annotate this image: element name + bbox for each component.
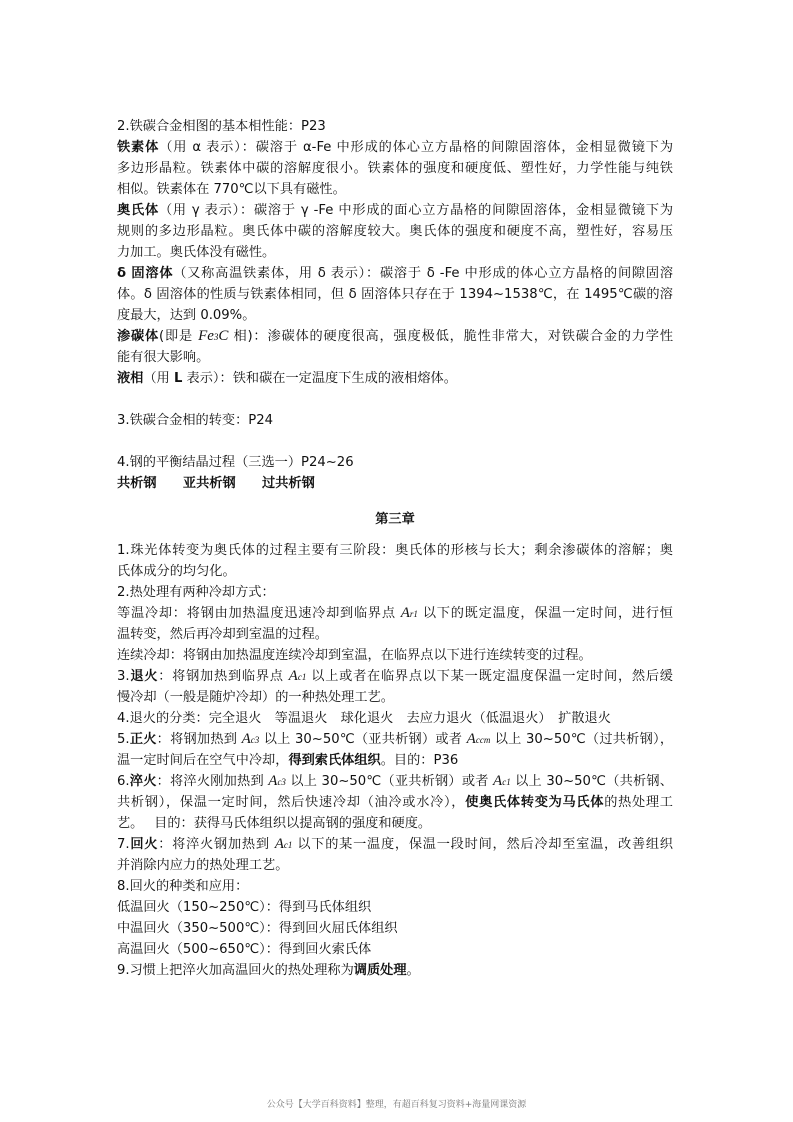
text-segment: 度最大，达到 0.09%。 xyxy=(117,308,256,323)
text-segment: ：将钢加热到临界点 xyxy=(158,669,289,684)
text-line xyxy=(117,305,673,326)
blank-line xyxy=(117,431,673,452)
text-line xyxy=(117,855,673,876)
chapter-title xyxy=(117,500,673,540)
formula-part: C xyxy=(218,328,229,344)
text-segment: 4.退火的分类：完全退火 等温退火 球化退火 去应力退火（低温退火） 扩散退火 xyxy=(117,711,611,726)
bold-term: 使奥氏体转变为马氏体 xyxy=(465,795,605,810)
bold-term: 回火 xyxy=(129,837,159,852)
text-line xyxy=(117,242,673,263)
text-line xyxy=(117,687,673,708)
formula-part: c1 xyxy=(502,777,511,787)
text-segment: 6. xyxy=(117,774,130,789)
text-segment: ：将淬火钢加热到 xyxy=(158,837,275,852)
formula-part: A xyxy=(466,731,476,747)
text-segment: 规则的多边形晶粒。奥氏体中碳的溶解度较大。奥氏体的强度和硬度不高，塑性好，容易压 xyxy=(117,224,673,239)
text-segment: （用 xyxy=(143,371,174,386)
bold-term: δ 固溶体 xyxy=(117,266,174,281)
bold-term: 淬火 xyxy=(129,774,157,789)
text-line xyxy=(117,347,673,368)
text-segment: 氏体成分的均匀化。 xyxy=(117,564,236,579)
formula-part: c1 xyxy=(297,672,307,682)
text-line xyxy=(117,708,673,729)
page-footer: 公众号【大学百科资料】整理，有超百科复习资料+海量网课资源 xyxy=(266,1100,527,1110)
text-line xyxy=(117,729,673,750)
text-segment: 以下的既定温度，保温一定时间，进行恒 xyxy=(417,606,673,621)
text-line xyxy=(117,137,673,158)
text-segment: 以下的某一温度，保温一段时间，然后冷却至室温，改善组织 xyxy=(292,837,673,852)
text-line xyxy=(117,666,673,687)
text-segment: 1.珠光体转变为奥氏体的过程主要有三阶段：奥氏体的形核与长大；剩余渗碳体的溶解；奥 xyxy=(117,543,673,558)
formula-part: 3 xyxy=(213,332,219,342)
text-segment: 多边形晶粒。铁素体中碳的溶解度很小。铁素体的强度和硬度低、塑性好，力学性能与纯铁 xyxy=(117,161,673,176)
text-segment: 相)：渗碳体的硬度很高，强度极低，脆性非常大，对铁碳合金的力学性 xyxy=(228,329,673,344)
text-segment: 中温回火（350~500℃）：得到回火屈氏体组织 xyxy=(117,921,398,936)
text-line xyxy=(117,561,673,582)
text-segment: 5. xyxy=(117,732,130,747)
text-line xyxy=(117,624,673,645)
text-segment: 慢冷却（一般是随炉冷却）的一种热处理工艺。 xyxy=(117,690,394,705)
text-line xyxy=(117,813,673,834)
text-line xyxy=(117,540,673,561)
text-line xyxy=(117,750,673,771)
text-line xyxy=(117,645,673,666)
text-segment: 等温冷却：将钢由加热温度迅速冷却到临界点 xyxy=(117,606,401,621)
text-segment: 以上 30~50℃（亚共析钢）或者 xyxy=(285,774,494,789)
text-segment: 9.习惯上把淬火加高温回火的热处理称为 xyxy=(117,963,354,978)
text-segment: 能有很大影响。 xyxy=(117,350,210,365)
bold-term: L xyxy=(173,371,183,386)
text-segment: ：将淬火刚加热到 xyxy=(156,774,269,789)
text-segment: 8.回火的种类和应用： xyxy=(117,879,249,894)
text-line xyxy=(117,771,673,792)
text-line xyxy=(117,221,673,242)
formula-part: A xyxy=(493,773,503,789)
text-segment: 2.铁碳合金相图的基本相性能：P23 xyxy=(117,119,326,134)
text-line xyxy=(117,179,673,200)
bold-term: 第三章 xyxy=(375,512,415,527)
text-line xyxy=(117,158,673,179)
bold-term: 正火 xyxy=(129,732,157,747)
bold-term: 奥氏体 xyxy=(117,203,159,218)
bold-term: 得到索氏体组织 xyxy=(288,753,381,768)
text-segment: 温一定时间后在空气中冷却， xyxy=(117,753,289,768)
text-segment: 7. xyxy=(117,837,130,852)
text-segment: 低温回火（150~250℃）：得到马氏体组织 xyxy=(117,900,372,915)
text-line xyxy=(117,410,673,431)
text-line xyxy=(117,918,673,939)
text-line xyxy=(117,116,673,137)
bold-term: 铁素体 xyxy=(117,140,160,155)
text-line xyxy=(117,876,673,897)
text-segment: 以上或者在临界点以下某一既定温度保温一定时间，然后缓 xyxy=(306,669,673,684)
text-line xyxy=(117,368,673,389)
text-segment: 4.钢的平衡结晶过程（三选一）P24~26 xyxy=(117,455,354,470)
text-segment: 以上 30~50℃（亚共析钢）或者 xyxy=(259,732,467,747)
bold-term: 调质处理 xyxy=(353,963,407,978)
text-line xyxy=(117,326,673,347)
formula-part: A xyxy=(274,836,284,852)
formula-part: A xyxy=(241,731,251,747)
text-segment: （用 α 表示）：碳溶于 α-Fe 中形成的体心立方晶格的间隙固溶体，金相显微镜下为 xyxy=(159,140,673,155)
text-segment: 体。δ 固溶体的性质与铁素体相同，但 δ 固溶体只存在于 1394~1538℃，在 1495℃碳的溶 xyxy=(117,287,673,302)
text-segment: 共析钢），保温一定时间，然后快速冷却（油冷或水冷）， xyxy=(117,795,466,810)
bold-term: 共析钢 亚共析钢 过共析钢 xyxy=(117,476,315,491)
formula-part: A xyxy=(268,773,278,789)
text-segment: 力加工。奥氏体没有磁性。 xyxy=(117,245,276,260)
text-segment: 。目的：P36 xyxy=(380,753,459,768)
text-segment: 的热处理工 xyxy=(604,795,673,810)
formula-part: A xyxy=(288,668,298,684)
text-line xyxy=(117,582,673,603)
text-segment: 以上 30~50℃（共析钢、 xyxy=(515,774,673,789)
text-line xyxy=(117,960,673,981)
text-line xyxy=(117,284,673,305)
text-line xyxy=(117,834,673,855)
formula-part: c3 xyxy=(277,777,286,787)
text-line xyxy=(117,603,673,624)
text-segment: 2.热处理有两种冷却方式： xyxy=(117,585,275,600)
formula-part: c3 xyxy=(250,735,260,745)
text-segment: 3. xyxy=(117,669,130,684)
text-segment: 温转变，然后再冷却到室温的过程。 xyxy=(117,627,328,642)
text-segment: 并消除内应力的热处理工艺。 xyxy=(117,858,289,873)
text-segment: ：将钢加热到 xyxy=(156,732,242,747)
bold-term: 退火 xyxy=(129,669,159,684)
bold-term: 液相 xyxy=(117,371,144,386)
text-line xyxy=(117,939,673,960)
formula-part: c1 xyxy=(283,840,293,850)
text-line xyxy=(117,452,673,473)
formula-part: A xyxy=(400,605,410,621)
formula-part: r1 xyxy=(409,609,418,619)
text-segment: 。 xyxy=(406,963,420,978)
text-segment: 高温回火（500~650℃）：得到回火索氏体 xyxy=(117,942,372,957)
text-segment: 相似。铁素体在 770℃以下具有磁性。 xyxy=(117,182,346,197)
text-segment: 表示）：铁和碳在一定温度下生成的液相熔体。 xyxy=(182,371,457,386)
text-segment: 以上 30~50℃（过共析钢）， xyxy=(494,732,673,747)
text-line xyxy=(117,473,673,494)
text-segment: 3.铁碳合金相的转变：P24 xyxy=(117,413,274,428)
document-body xyxy=(117,116,673,981)
text-line xyxy=(117,200,673,221)
text-segment: 艺。 目的：获得马氏体组织以提高钢的强度和硬度。 xyxy=(117,816,432,831)
text-segment: (即是 xyxy=(159,329,199,344)
blank-line xyxy=(117,389,673,410)
bold-term: 渗碳体 xyxy=(117,329,160,344)
text-segment: （又称高温铁素体，用 δ 表示）：碳溶于 δ -Fe 中形成的体心立方晶格的间隙固溶 xyxy=(173,266,673,281)
text-line xyxy=(117,263,673,284)
text-line xyxy=(117,897,673,918)
text-segment: 连续冷却：将钢由加热温度连续冷却到室温，在临界点以下进行连续转变的过程。 xyxy=(117,648,592,663)
text-line xyxy=(117,792,673,813)
text-segment: （用 γ 表示）：碳溶于 γ -Fe 中形成的面心立方晶格的间隙固溶体，金相显微镜下为 xyxy=(158,203,673,218)
formula-part: ccm xyxy=(475,735,491,745)
formula-part: Fe xyxy=(198,328,214,344)
